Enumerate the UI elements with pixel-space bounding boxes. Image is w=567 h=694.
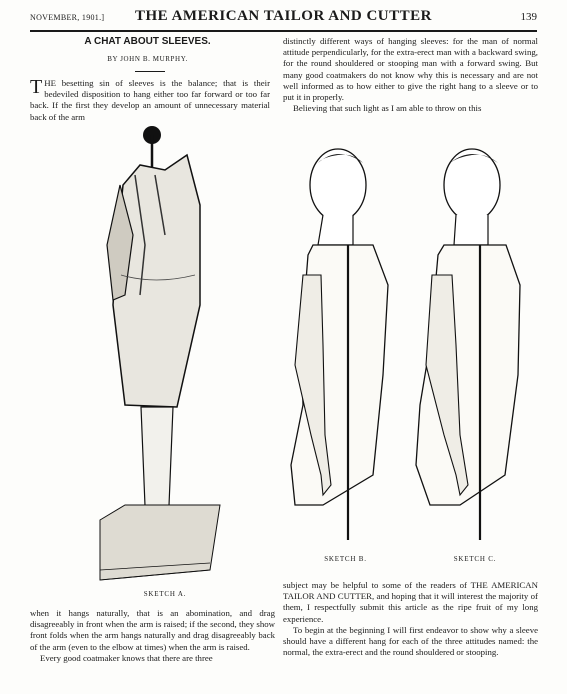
journal-title: THE AMERICAN TAILOR AND CUTTER [135,8,432,24]
left-column-bottom [30,608,275,664]
sketch-b-illustration [283,145,408,545]
sketch-a-illustration [95,125,235,585]
intro-column [30,78,270,123]
right-paragraph-1: distinctly different ways of hanging sleeves: for the man of normal attitude perpendicularly, for the extra-erect man with a backward swing, for the round shouldered or stooping man with a forward swing. But many good coatmakers do not know why this is necessary and are not well informed as to how either to give the right hang to a sleeve or to put it in properly. [283,36,538,103]
left-bottom-paragraph-1: when it hangs naturally, that is an abomination, and drag disagreeably in front when the arm is raised; if the second, they show front folds when the arm hangs naturally and drag disagreeably back of the arm (even to the elbow at times) when the arm is raised. [30,608,275,652]
right-column-bottom [283,580,538,658]
article-byline: BY JOHN B. MURPHY. [107,55,188,63]
left-bottom-paragraph-2: Every good coatmaker knows that there are three [40,652,213,663]
sketch-c-caption: SKETCH C. [453,555,497,563]
sketch-b-caption: SKETCH B. [324,555,367,563]
sketch-a-caption: SKETCH A. [143,590,187,598]
intro-paragraph: HE besetting sin of sleeves is the balance; that is their bedeviled disposition to hang either too far forward or too far back. If the first they develop an amount of unnecessary material back of the arm [30,78,270,122]
issue-date: NOVEMBER, 1901.] [30,13,105,22]
sketch-c-illustration [410,145,540,545]
page-header [30,8,537,32]
right-bottom-paragraph-2: To begin at the beginning I will first endeavor to show why a sleeve should have a different hang for each of the three attitudes named: the normal, the extra-erect and the round shouldered or stooping. [283,624,538,658]
right-bottom-paragraph-1: subject may be helpful to some of the readers of THE AMERICAN TAILOR AND CUTTER, and hoping that it will interest the majority of them, I respectfully submit this article as the ripe fruit of my long experience. [283,580,538,624]
right-paragraph-2: Believing that such light as I am able to throw on this [293,103,482,114]
article-title: A CHAT ABOUT SLEEVES. [84,36,211,47]
page-number: 139 [520,11,537,23]
title-divider [135,71,165,72]
drop-cap: T [30,76,43,98]
right-column-top [283,36,538,114]
